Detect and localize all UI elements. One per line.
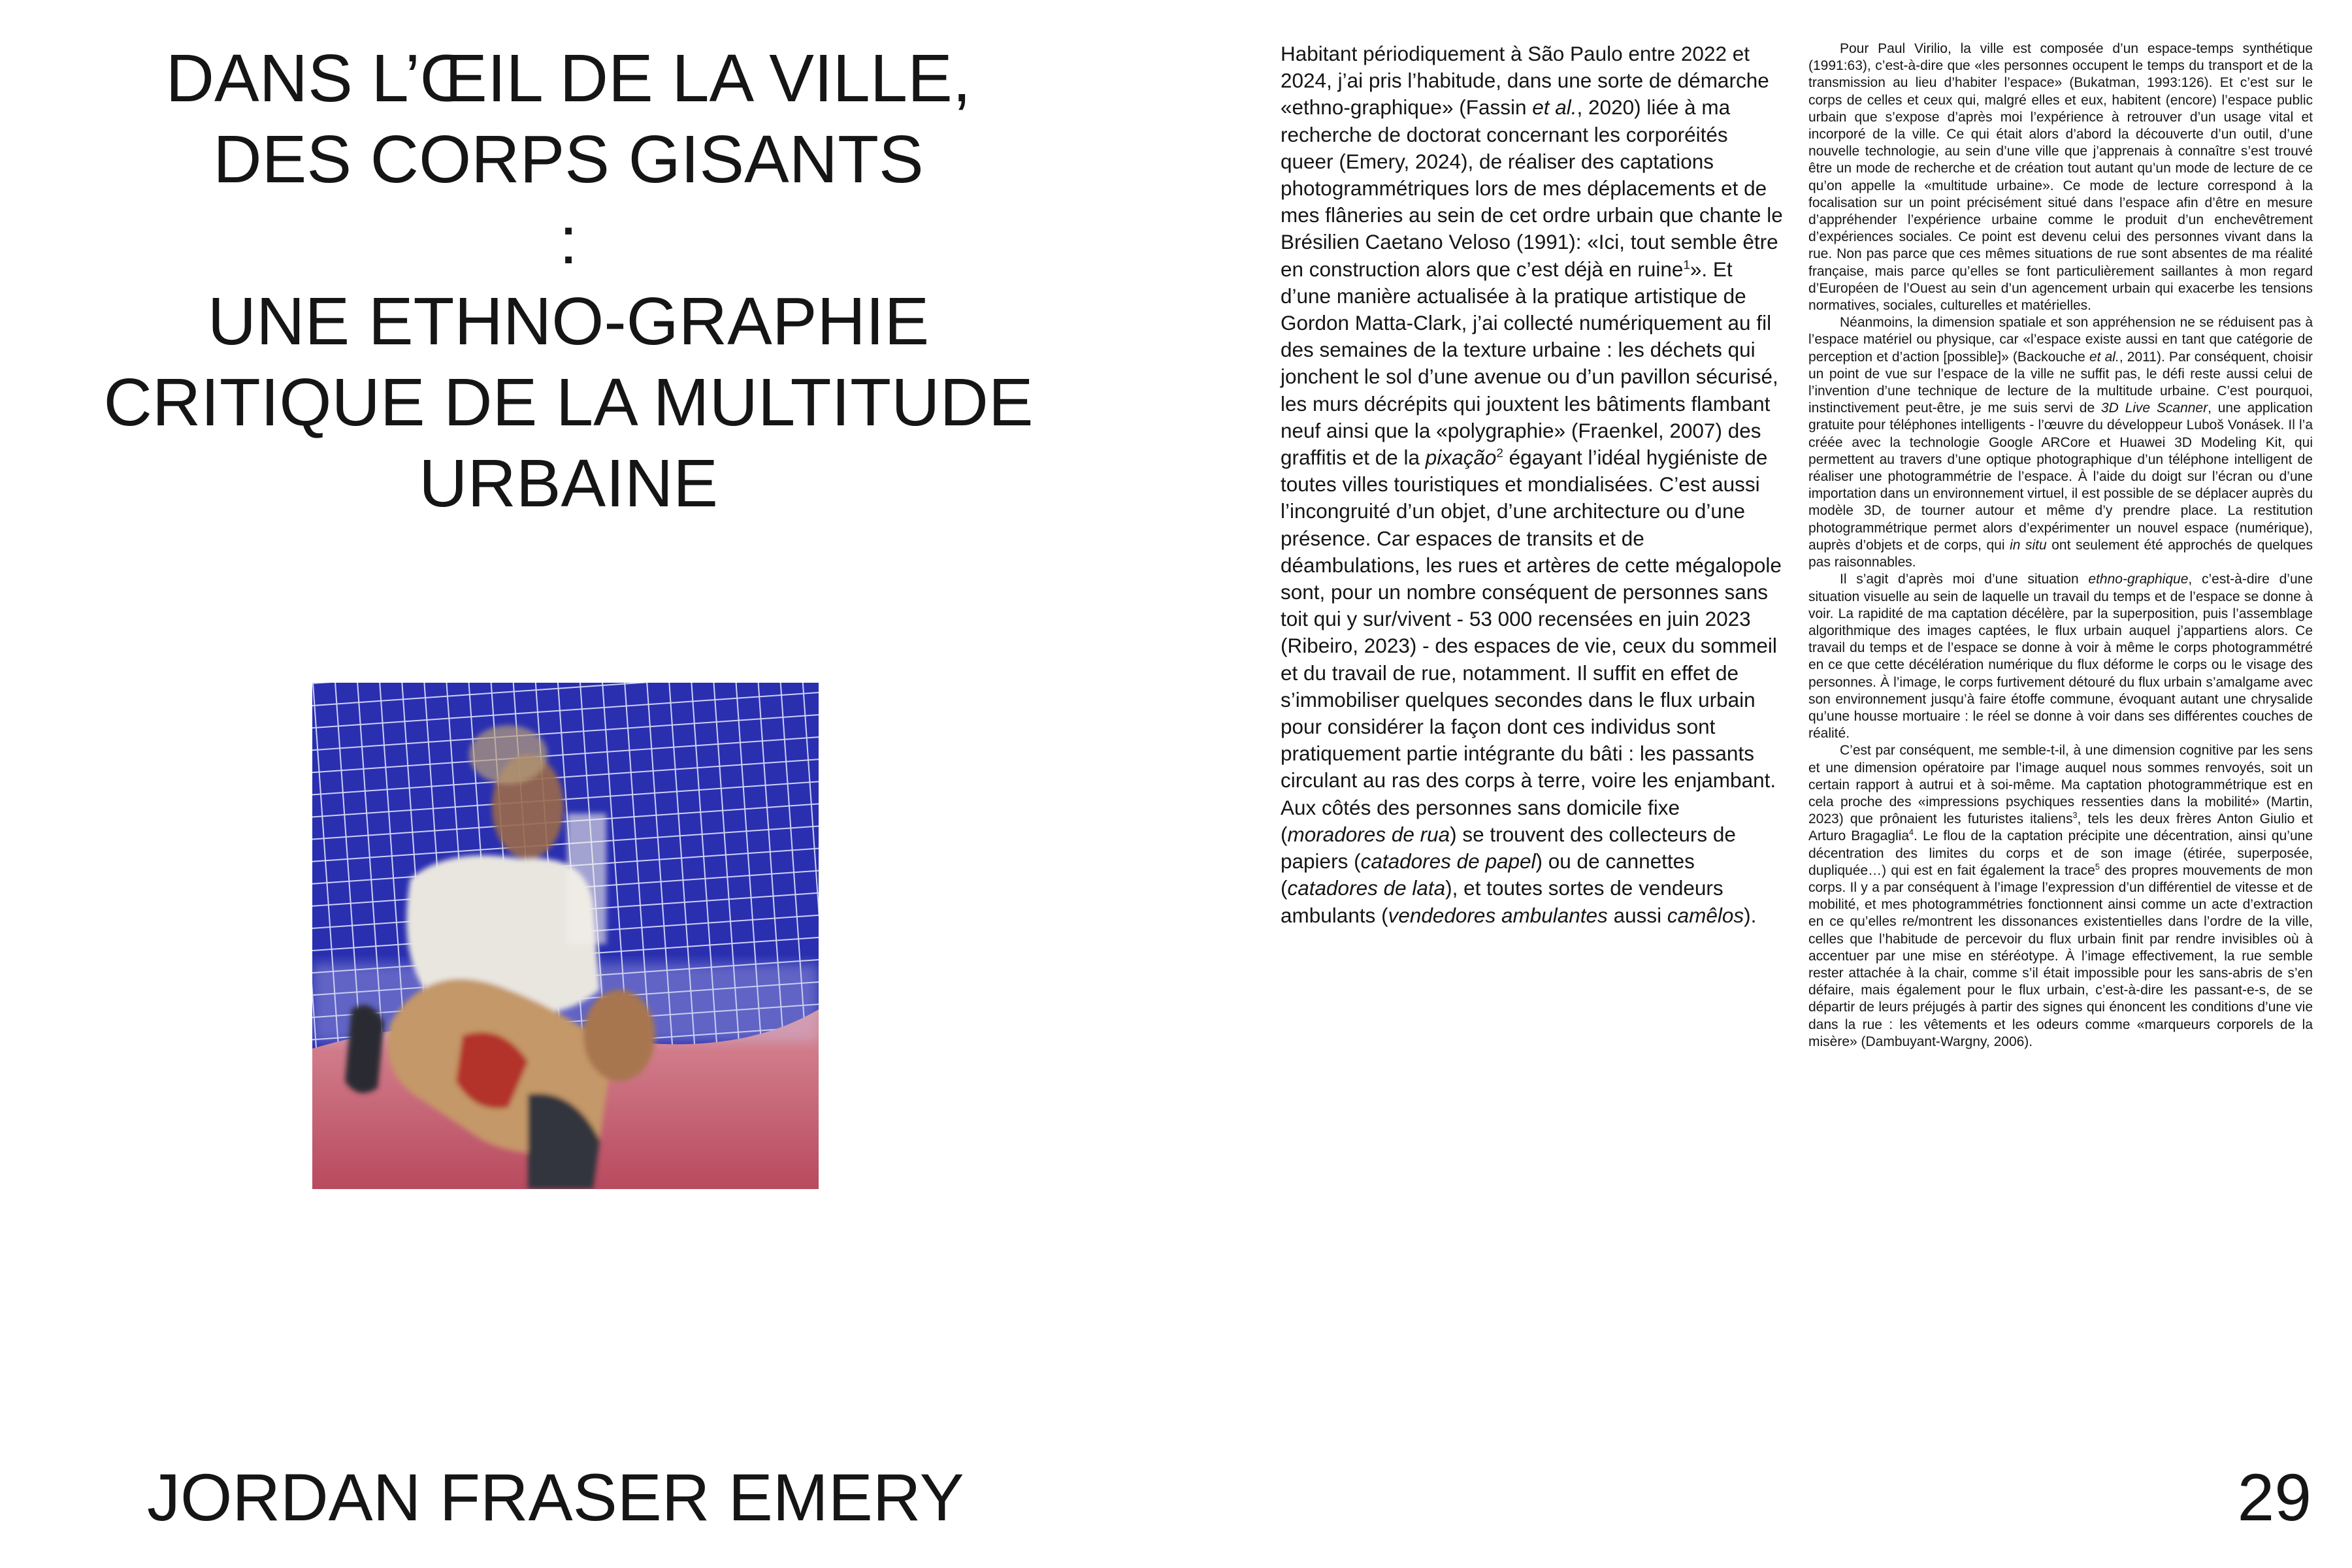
title-line: DANS L’ŒIL DE LA VILLE,: [165, 41, 972, 116]
side-paragraph-3: Il s’agit d’après moi d’une situation ethno-graphique, c’est-à-dire d’une situation visuelle au sein de laquelle un travail du temps et de l’espace se donne à voir. La rapidité de ma captation décélère, par la superposition, puis l’assemblage algorithmique des images captées, le flux urbain auquel j’appartiens alors. Ce travail du temps et de l’espace se donne à voir à même le corps photogrammétré en ce que cette décélération numérique du flux déforme le corps ou le visage des personnes. À l’image, le corps furtivement détouré du flux urbain s’amalgame avec son environnement jusqu’à faire étoffe commune, évoquant autant une chrysalide qu’une housse mortuaire : le réel se donne à voir dans ses différentes couches de réalité.: [1808, 572, 2313, 742]
footnote-ref: 2: [1496, 446, 1503, 461]
main-paragraph: Habitant périodiquement à São Paulo entre 2022 et 2024, j’ai pris l’habitude, dans une sorte de démarche «ethno-graphique» (Fassin et al., 2020) liée à ma recherche de doctorat concernant les corporéités queer (Emery, 2024), de réaliser des captations photogrammétriques lors de mes déplacements et de mes flâneries au sein de cet ordre urbain que chante le Brésilien Caetano Veloso (1991): «Ici, tout semble être en construction alors que c’est déjà en ruine$^1$». Et d’une manière actualisée à la pratique artistique de Gordon Matta-Clark, j’ai collecté numériquement au fil des semaines de la texture urbaine : les déchets qui jonchent le sol d’une avenue ou d’un pavillon sécurisé, les murs décrépits qui jouxtent les bâtiments flambant neuf ainsi que la «polygraphie» (Fraenkel, 2007) des graffitis et de la pixação$^2$ égayant l’idéal hygiéniste de toutes villes touristiques et mondialisées. C’est aussi l’incongruité d’un objet, d’une architecture ou d’une présence. Car espaces de transits et de déambulations, les rues et artères de cette mégalopole sont, pour un nombre conséquent de personnes sans toit qui y sur/vivent - 53 000 recensées en juin 2023 (Ribeiro, 2023) - des espaces de vie, ceux du sommeil et du travail de rue, notamment. Il suffit en effet de s’immobiliser quelques secondes dans le flux urbain pour considérer la façon dont ces individus sont pratiquement partie intégrante du bâti : les passants circulant au ras des corps à terre, voire les enjambant. Aux côtés des personnes sans domicile fixe (moradores de rua) se trouvent des collecteurs de papiers (catadores de papel) ou de cannettes (catadores de lata), et toutes sortes de vendeurs ambulants (vendedores ambulantes aussi camêlos).: [1281, 42, 1783, 927]
side-paragraph-4: C’est par conséquent, me semble-t-il, à une dimension cognitive par les sens et une dimension opératoire par l’image auquel nous sommes renvoyés, soit un certain rapport à autrui et à soi-même. Ma captation photogrammétrique est en cela proche des «impressions psychiques ressenties dans la mobilité» (Martin, 2023) que prônaient les futuristes italiens$^3$, tels les deux frères Anton Giulio et Arturo Bragaglia$^4$. Le flou de la captation précipite une décentration, ainsi qu’une décentration des limites du corps et de son image (étirée, superposée, dupliquée…) qui est en fait également la trace$^5$ des propres mouvements de mon corps. Il y a par conséquent à l’image l’expression d’un différentiel de vitesse et de mobilité, et mes photogrammétries fonctionnent ainsi comme un acte d’extraction en ce qu’elles re/montrent les dissonances existentielles dans l’ordre de la ville, celles que l’habitude de percevoir du flux urbain finit par rendre invisibles où à accentuer par une mise en stéréotype. À l’image effectivement, la rue semble rester attachée à la chair, comme s’il était impossible pour les sans-abris de s’en défaire, mais également pour le flux urbain, c’est-à-dire les passant-e-s, de se départir de leurs préjugés à partir des signes qui énoncent les conditions d’une vie dans la rue : les vêtements et les odeurs comme «marqueurs corporels de la misère» (Dambuyant-Wargny, 2006).: [1808, 743, 2313, 1049]
main-text-column: [1281, 41, 1784, 929]
article-title: [78, 38, 1058, 524]
footnote-ref: 5: [2095, 862, 2100, 872]
title-line: CRITIQUE DE LA MULTITUDE: [103, 365, 1034, 440]
title-line: URBAINE: [419, 446, 718, 521]
side-paragraph-2: Néanmoins, la dimension spatiale et son appréhension ne se réduisent pas à l’espace matériel ou physique, car «l’espace existe aussi en tant que catégorie de perception et d’action [possible]» (Backouche et al., 2011). Par conséquent, choisir un point de vue sur l’espace de la ville ne suffit pas, le défi reste aussi celui de l’invention d’une technique de lecture de la multitude urbaine. C’est pourquoi, instinctivement peut-être, je me suis servi de 3D Live Scanner, une application gratuite pour téléphones intelligents - l’œuvre du développeur Luboš Vonásek. Il l’a créée avec la technologie Google ARCore et Huawei 3D Modeling Kit, qui permettent au travers d’une optique photographique d’un téléphone intelligent de réaliser une photogrammétrie de l’espace. À l’aide du doigt sur l’écran ou d’une importation dans un environnement virtuel, il est possible de se déplacer auprès du modèle 3D, de tourner autour et même d’y prendre place. La restitution photogrammétrique permet alors d’expérimenter un nouvel espace (numérique), auprès d’objets et de corps, qui in situ ont seulement été approchés de quelques pas raisonnables.: [1808, 315, 2313, 570]
side-paragraph-1: Pour Paul Virilio, la ville est composée d’un espace-temps synthétique (1991:63), c’est-à-dire que «les personnes occupent le temps du transport et de la transmission au lieu d’habiter l’espace» (Bukatman, 1993:126). Et c’est sur le corps de celles et ceux qui, malgré elles et eux, habitent (encore) l’espace public urbain que s’expose d’après moi l’expérience à retrouver d’un usage vital et incorporé de la ville. Ce qui était alors d’abord la découverte d’un outil, d’une nouvelle technologie, au sein d’une ville que j’apprenais à connaître s’est trouvé être un mode de recherche et de création tout autant qu’un mode de lecture de ce qu’on appelle la «multitude urbaine». Ce mode de lecture correspond à la focalisation sur un point précisément situé dans l’espace afin d’être en mesure d’appréhender l’expérience urbaine comme le produit d’un enchevêtrement d’expériences sociales. Ce point est devenu celui des personnes vivant dans la rue. Non pas parce que ces mêmes situations de rue sont absentes de ma réalité française, mais parce qu’elles se font particulièrement saillantes à mon regard d’Européen de l’Ouest au sein d’un agencement urbain qui exacerbe les tensions normatives, sociales, culturelles et matérielles.: [1808, 41, 2313, 314]
footnote-ref: 1: [1683, 258, 1690, 272]
photogrammetry-image: [312, 683, 819, 1189]
footnote-ref: 3: [2072, 811, 2078, 821]
photo-illustration: [312, 683, 819, 1189]
title-line: UNE ETHNO-GRAPHIE: [207, 284, 930, 359]
footnote-ref: 4: [1909, 828, 1914, 838]
title-line: DES CORPS GISANTS: [213, 122, 924, 197]
title-line: :: [559, 203, 578, 278]
author-name: JORDAN FRASER EMERY: [147, 1460, 964, 1535]
side-text-column: [1808, 41, 2313, 1051]
page-number: 29: [2237, 1460, 2311, 1535]
